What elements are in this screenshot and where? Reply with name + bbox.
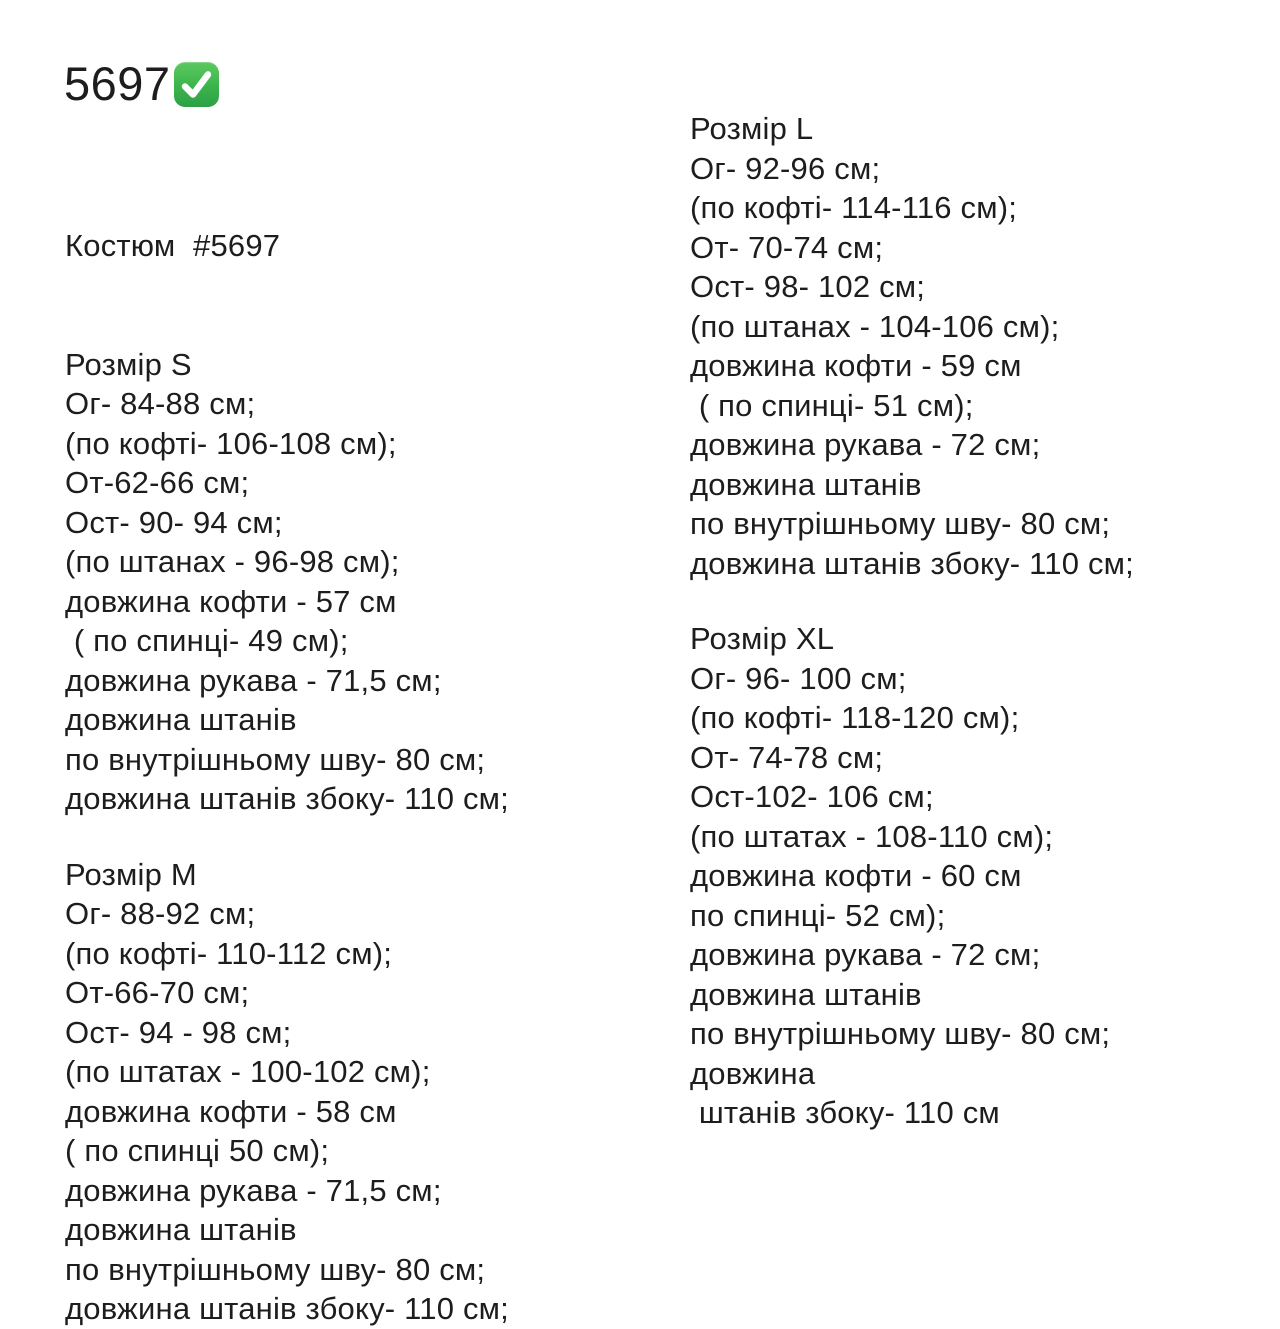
measurement-line: Ост- 90- 94 см;: [65, 504, 283, 540]
measurement-line: (по кофті- 114-116 см);: [690, 190, 1018, 225]
measurement-line: по внутрішньому шву- 80 см;: [65, 741, 486, 777]
measurement-line: (по штатах - 108-110 см);: [690, 818, 1054, 854]
measurement-line: (по штанах - 96-98 см);: [65, 544, 400, 579]
measurement-line: От-66-70 см;: [65, 975, 250, 1010]
measurement-line: довжина кофти - 59 см: [690, 348, 1022, 383]
measurement-line: Ост- 98- 102 см;: [690, 269, 926, 304]
measurement-line: (по кофті- 118-120 см);: [690, 700, 1020, 735]
measurement-line: довжина штанів збоку- 110 см;: [65, 1291, 509, 1326]
measurement-line: Ог- 88-92 см;: [65, 896, 256, 931]
measurement-line: довжина штанів: [65, 702, 297, 737]
measurement-line: довжина штанів: [690, 466, 922, 502]
measurement-line: довжина штанів: [65, 1212, 297, 1247]
measurement-line: довжина кофти - 58 см: [65, 1093, 397, 1129]
product-code: 5697: [64, 57, 171, 110]
measurement-line: (по штанах - 104-106 см);: [690, 308, 1060, 344]
measurement-line: Ог- 84-88 см;: [65, 386, 256, 421]
measurement-line: довжина кофти - 57 см: [65, 583, 397, 619]
size-label: Розмір XL: [690, 621, 835, 656]
measurement-line: довжина штанів збоку- 110 см;: [690, 545, 1134, 581]
measurement-line: довжина кофти - 60 см: [690, 858, 1022, 893]
section-spacer: [65, 819, 509, 855]
product-heading: Костюм #5697: [65, 228, 281, 263]
measurement-line: (по штатах - 100-102 см);: [65, 1054, 431, 1089]
measurement-line: по спинці- 52 см);: [690, 897, 946, 933]
measurement-line: довжина рукава - 71,5 см;: [65, 662, 442, 698]
measurement-line: по внутрішньому шву- 80 см;: [690, 1016, 1111, 1051]
measurement-line: Ост- 94 - 98 см;: [65, 1014, 292, 1050]
size-label: Розмір М: [65, 856, 197, 892]
measurement-line: довжина рукава - 71,5 см;: [65, 1172, 442, 1208]
measurement-line: довжина рукава - 72 см;: [690, 937, 1041, 972]
section-spacer: [690, 583, 1134, 619]
size-label: Розмір L: [690, 111, 814, 146]
right-column: [690, 109, 1134, 1133]
check-mark-icon: [174, 62, 219, 107]
measurement-line: довжина: [690, 1055, 816, 1091]
size-label: Розмір S: [65, 346, 192, 382]
measurement-line: Ог- 96- 100 см;: [690, 660, 907, 696]
left-column: [65, 147, 509, 1329]
measurement-line: довжина штанів збоку- 110 см;: [65, 781, 509, 816]
measurement-line: ( по спинці- 51 см);: [690, 387, 974, 423]
measurement-line: От-62-66 см;: [65, 465, 250, 500]
measurement-line: довжина штанів: [690, 976, 922, 1012]
measurement-line: довжина рукава - 72 см;: [690, 427, 1041, 462]
measurement-line: штанів збоку- 110 см: [690, 1095, 1000, 1130]
measurement-line: От- 74-78 см;: [690, 739, 884, 775]
measurement-line: Ост-102- 106 см;: [690, 779, 934, 814]
page-title: [64, 58, 219, 110]
measurement-line: по внутрішньому шву- 80 см;: [690, 506, 1111, 541]
measurement-line: (по кофті- 106-108 см);: [65, 425, 397, 461]
measurement-line: ( по спинці 50 см);: [65, 1133, 330, 1168]
measurement-line: (по кофті- 110-112 см);: [65, 935, 393, 971]
measurement-line: От- 70-74 см;: [690, 229, 884, 265]
measurement-line: Ог- 92-96 см;: [690, 150, 881, 186]
measurement-line: по внутрішньому шву- 80 см;: [65, 1251, 486, 1287]
measurement-line: ( по спинці- 49 см);: [65, 623, 349, 658]
